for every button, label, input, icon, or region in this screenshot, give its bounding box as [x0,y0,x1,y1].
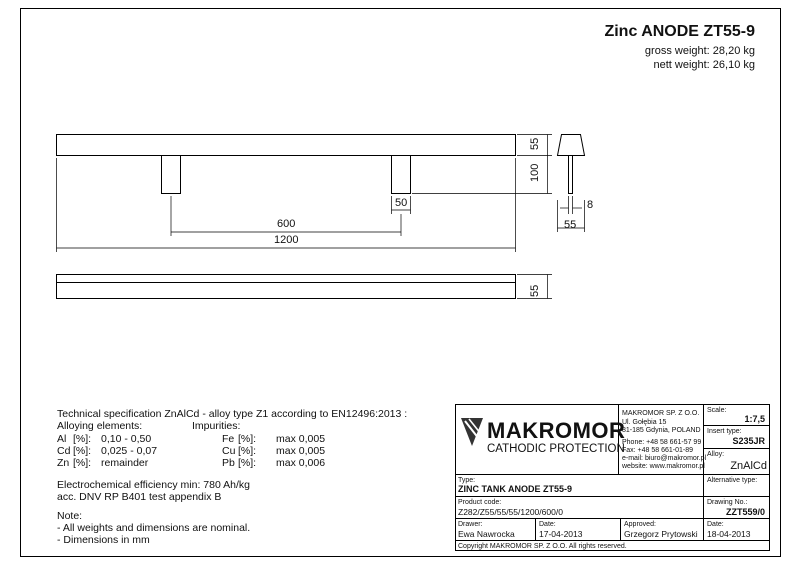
alloying-label: Alloying elements: [57,420,143,432]
gross-weight: gross weight: 28,20 kg [644,45,755,57]
insert-leg-right [392,156,411,194]
company-street: Ul. Gołębia 15 [622,419,667,426]
company-phone: Phone: +48 58 661-57 99 [622,439,702,446]
date-approved-label: Date: [707,521,724,528]
drawer-value: Ewa Nawrocka [458,529,515,539]
alternative-type-label: Alternative type: [707,477,758,484]
note-line-2: - Dimensions in mm [57,534,150,546]
drawing-title: Zinc ANODE ZT55-9 [604,23,755,40]
drawer-label: Drawer: [458,521,483,528]
impurity-val-pb: max 0,006 [276,457,326,469]
note-title: Note: [57,510,83,522]
anode-body-side [558,135,585,156]
insert-side [569,156,573,194]
logo-name: MAKROMOR [487,418,626,443]
dim-label-55-bottom: 55 [529,284,541,297]
front-view [57,135,516,194]
scale-label: Scale: [707,407,727,414]
impurity-el-cu: Cu [222,445,236,457]
alloy-value: ZnAlCd [730,460,767,472]
dim-label-600: 600 [277,218,296,230]
efficiency-line-2: acc. DNV RP B401 test appendix B [57,491,222,503]
company-fax: Fax: +48 58 661-01-89 [622,447,694,454]
alloy-unit-cd: [%]: [73,445,92,457]
alloy-el-cd: Cd [57,445,71,457]
date-drawn-label: Date: [539,521,556,528]
impurity-val-fe: max 0,005 [276,433,326,445]
approved-label: Approved: [624,521,656,528]
type-value: ZINC TANK ANODE ZT55-9 [458,484,573,494]
top-view [57,275,516,299]
impurity-el-fe: Fe [222,433,235,445]
company-website: website: www.makromor.pl [622,463,705,470]
date-drawn-value: 17-04-2013 [539,529,583,539]
alloy-unit-zn: [%]: [73,457,92,469]
type-label: Type: [458,477,476,484]
insert-type-label: Insert type: [707,428,742,435]
alloy-el-al: Al [57,433,67,445]
impurities-label: Impurities: [192,420,241,432]
impurity-unit-cu: [%]: [238,445,257,457]
note-line-1: - All weights and dimensions are nominal. [57,522,251,534]
approved-value: Grzegorz Prytowski [624,529,698,539]
dim-label-50: 50 [395,197,408,209]
company-name: MAKROMOR SP. Z O.O. [622,410,700,417]
nett-weight: nett weight: 26,10 kg [653,59,755,71]
spec-title: Technical specification ZnAlCd - alloy type Z1 according to EN12496:2013 : [57,408,408,420]
copyright-notice: Copyright MAKROMOR SP. Z O.O. All rights reserved. [458,543,627,550]
date-approved-value: 18-04-2013 [707,529,751,539]
side-view [558,135,585,194]
dim-label-55-side: 55 [564,219,577,231]
anode-body-front [57,135,516,156]
dim-label-55-top: 55 [529,137,541,150]
scale-value: 1:7,5 [744,414,765,424]
impurity-val-cu: max 0,005 [276,445,326,457]
insert-type-value: S235JR [732,436,765,446]
product-code-label: Product code: [458,499,502,506]
alloy-label: Alloy: [707,451,725,458]
makromor-logo-icon [461,418,483,446]
anode-body-top [57,275,516,299]
impurity-unit-pb: [%]: [238,457,257,469]
alloy-unit-al: [%]: [73,433,92,445]
impurity-unit-fe: [%]: [238,433,257,445]
dim-label-100: 100 [529,163,541,182]
alloy-el-zn: Zn [57,457,70,469]
drawing-no-label: Drawing No.: [707,499,748,506]
efficiency-line-1: Electrochemical efficiency min: 780 Ah/kg [57,479,250,491]
dim-label-1200: 1200 [274,234,299,246]
dim-label-8: 8 [587,199,594,211]
insert-leg-left [162,156,181,194]
alloy-val-cd: 0,025 - 0,07 [101,445,158,457]
impurity-el-pb: Pb [222,457,235,469]
alloy-val-al: 0,10 - 0,50 [101,433,152,445]
alloy-val-zn: remainder [101,457,149,469]
company-email: e-mail: biuro@makromor.pl [622,455,707,462]
product-code-value: Z282/Z55/55/55/1200/600/0 [458,507,563,517]
logo-subtitle: CATHODIC PROTECTION [487,443,625,455]
drawing-no-value: ZZT559/0 [725,507,765,517]
company-city: 81-185 Gdynia, POLAND [622,427,701,434]
